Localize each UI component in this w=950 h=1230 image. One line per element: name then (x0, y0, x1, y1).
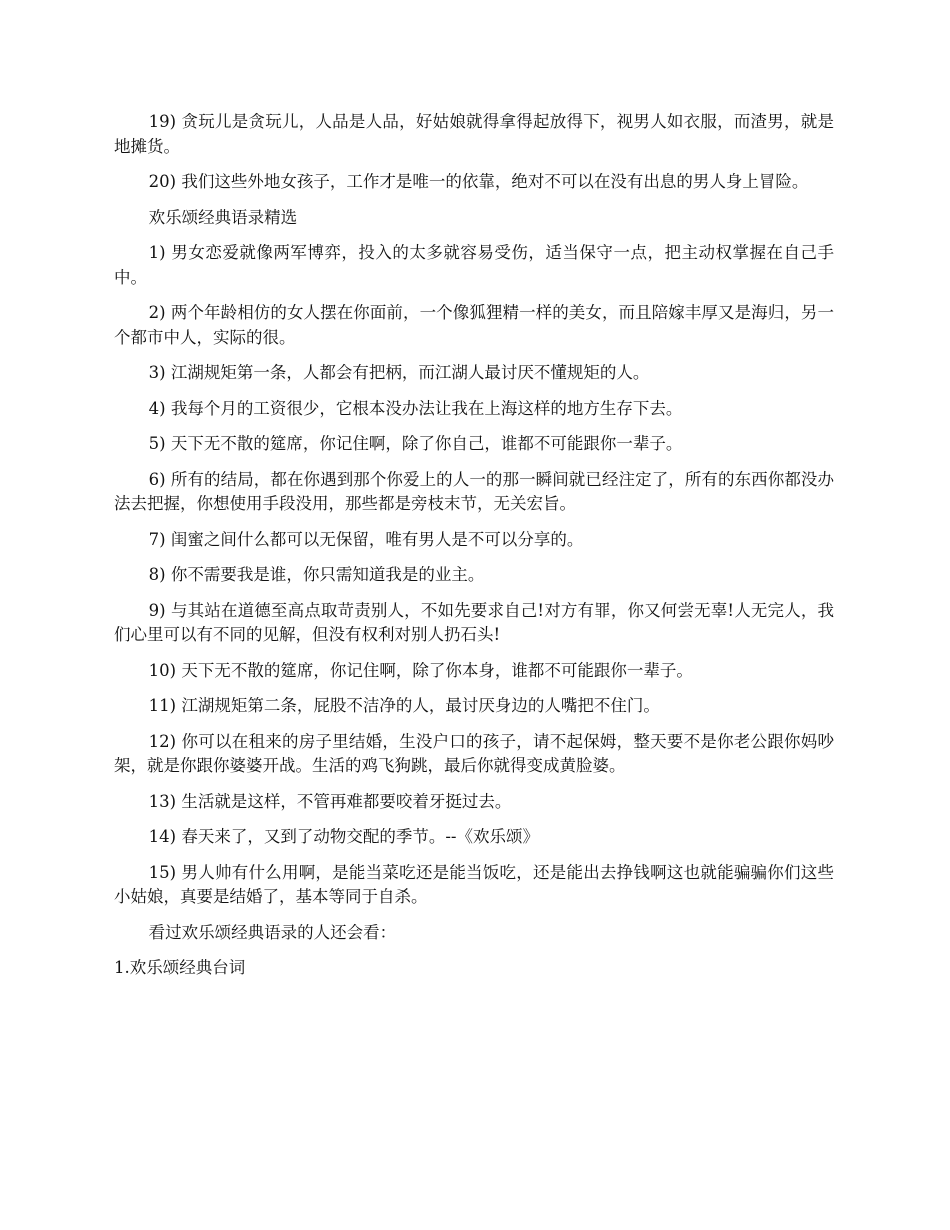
quote-paragraph: 4) 我每个月的工资很少，它根本没办法让我在上海这样的地方生存下去。 (148, 398, 683, 418)
quote-paragraph: 11) 江湖规矩第二条，屁股不洁净的人，最讨厌身边的人嘴把不住门。 (148, 696, 660, 715)
quote-paragraph: 15) 男人帅有什么用啊，是能当菜吃还是能当饭吃，还是能出去挣钱啊这也就能骗骗你们这些小姑娘，真要是结婚了，基本等同于自杀。 (114, 862, 834, 906)
quote-paragraph: 5) 天下无不散的筵席，你记住啊，除了你自己，谁都不可能跟你一辈子。 (148, 434, 683, 453)
quote-paragraph: 7) 闺蜜之间什么都可以无保留，唯有男人是不可以分享的。 (148, 529, 584, 549)
quote-paragraph: 1) 男女恋爱就像两军博弈，投入的太多就容易受伤，适当保守一点，把主动权掌握在自己手中。 (114, 243, 834, 287)
quote-paragraph: 20) 我们这些外地女孩子，工作才是唯一的依靠，绝对不可以在没有出息的男人身上冒险。 (148, 172, 809, 191)
related-link[interactable]: 1.欢乐颂经典台词 (114, 958, 246, 977)
quote-paragraph: 9) 与其站在道德至高点取苛责别人，不如先要求自己!对方有罪，你又何尝无辜!人无完人，我们心里可以有不同的见解，但没有权利对别人扔石头! (114, 600, 834, 644)
quote-paragraph: 13) 生活就是这样，不管再难都要咬着牙挺过去。 (148, 791, 512, 811)
quote-paragraph: 12) 你可以在租来的房子里结婚，生没户口的孩子，请不起保姆，整天要不是你老公跟你妈吵架，就是你跟你婆婆开战。生活的鸡飞狗跳，最后你就得变成黄脸婆。 (114, 731, 834, 775)
quote-paragraph: 19) 贪玩儿是贪玩儿，人品是人品，好姑娘就得拿得起放得下，视男人如衣服，而渣男，就是地摊货。 (114, 112, 834, 156)
quote-paragraph: 14) 春天来了，又到了动物交配的季节。--《欢乐颂》 (148, 827, 539, 846)
quote-paragraph: 8) 你不需要我是谁，你只需知道我是的业主。 (148, 565, 485, 584)
quote-paragraph: 6) 所有的结局，都在你遇到那个你爱上的人一的那一瞬间就已经注定了，所有的东西你都没办法去把握，你想使用手段没用，那些都是旁枝末节，无关宏旨。 (114, 469, 834, 513)
quote-paragraph: 2) 两个年龄相仿的女人摆在你面前，一个像狐狸精一样的美女，而且陪嫁丰厚又是海归，另一个都市中人，实际的很。 (114, 303, 834, 347)
related-heading: 看过欢乐颂经典语录的人还会看： (148, 922, 397, 942)
section-heading: 欢乐颂经典语录精选 (148, 207, 298, 227)
quote-paragraph: 3) 江湖规矩第一条，人都会有把柄，而江湖人最讨厌不懂规矩的人。 (148, 363, 650, 382)
quote-paragraph: 10) 天下无不散的筵席，你记住啊，除了你本身，谁都不可能跟你一辈子。 (148, 660, 693, 680)
document-body (114, 110, 834, 992)
